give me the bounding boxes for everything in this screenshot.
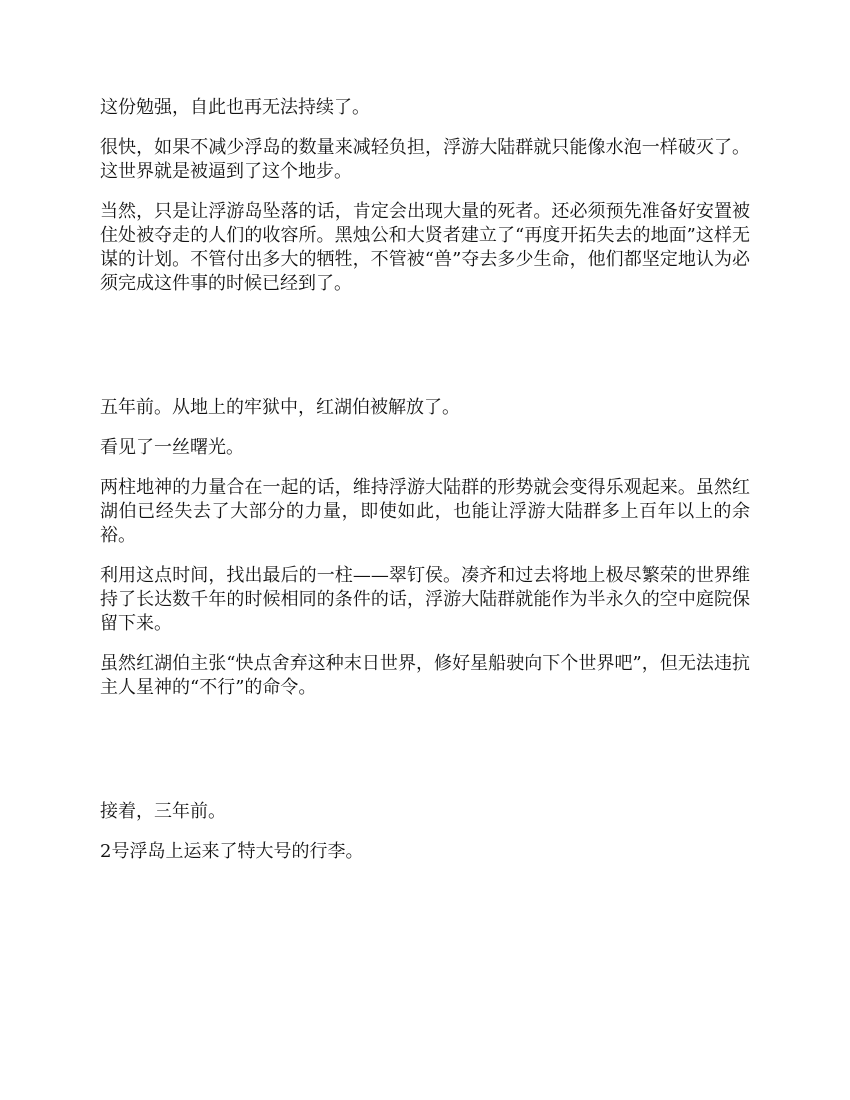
section-break xyxy=(100,296,750,396)
paragraph: 当然，只是让浮游岛坠落的话，肯定会出现大量的死者。还必须预先准备好安置被住处被夺走的人们的收容所。黑烛公和大贤者建立了“再度开拓失去的地面”这样无谋的计划。不管付出多大的牺牲，不管被“兽”夺去多少生命，他们都坚定地认为必须完成这件事的时候已经到了。 xyxy=(100,201,750,294)
document-page xyxy=(100,96,750,864)
paragraph-gap xyxy=(100,420,750,436)
paragraph: 五年前。从地上的牢狱中，红湖伯被解放了。 xyxy=(100,397,460,418)
paragraph-gap xyxy=(100,120,750,136)
paragraph: 两柱地神的力量合在一起的话，维持浮游大陆群的形势就会变得乐观起来。虽然红湖伯已经失去了大部分的力量，即使如此，也能让浮游大陆群多上百年以上的余裕。 xyxy=(100,477,750,546)
paragraph: 虽然红湖伯主张“快点舍弃这种末日世界，修好星船驶向下个世界吧”，但无法违抗主人星神的“不行”的命令。 xyxy=(100,653,750,698)
paragraph: 2号浮岛上运来了特大号的行李。 xyxy=(100,841,364,862)
paragraph-gap xyxy=(100,636,750,652)
paragraph-gap xyxy=(100,548,750,564)
paragraph-gap xyxy=(100,824,750,840)
paragraph-gap xyxy=(100,460,750,476)
section-break xyxy=(100,700,750,800)
paragraph-gap xyxy=(100,184,750,200)
paragraph: 看见了一丝曙光。 xyxy=(100,437,244,458)
paragraph: 接着，三年前。 xyxy=(100,801,226,822)
paragraph: 利用这点时间，找出最后的一柱——翠钉侯。凑齐和过去将地上极尽繁荣的世界维持了长达数千年的时候相同的条件的话，浮游大陆群就能作为半永久的空中庭院保留下来。 xyxy=(100,565,750,634)
paragraph: 很快，如果不减少浮岛的数量来减轻负担，浮游大陆群就只能像水泡一样破灭了。这世界就是被逼到了这个地步。 xyxy=(100,137,750,182)
paragraph: 这份勉强，自此也再无法持续了。 xyxy=(100,97,370,118)
